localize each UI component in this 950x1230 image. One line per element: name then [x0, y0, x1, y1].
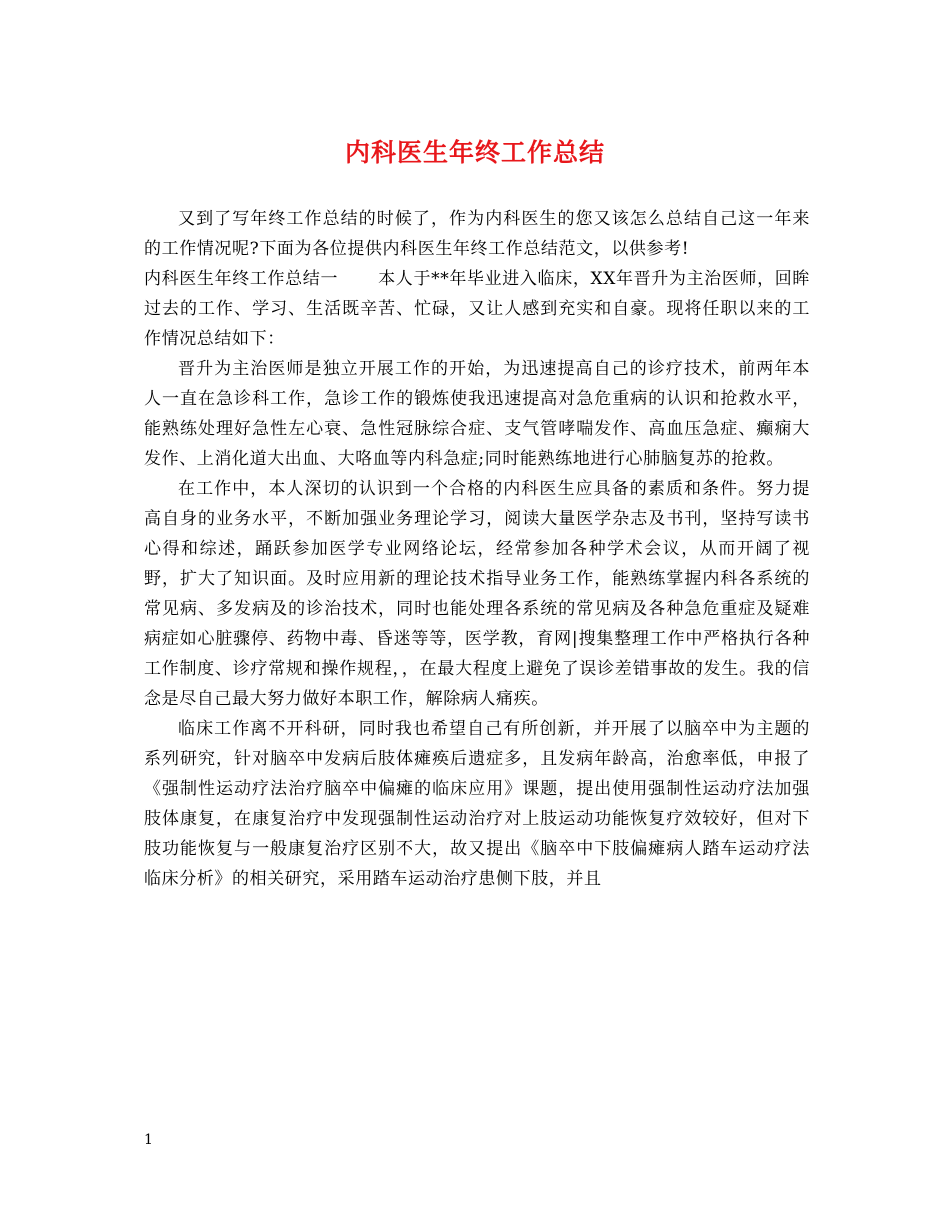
section-intro: 本人于**年毕业进入临床，XX年晋升为主治医师，回眸过去的工作、学习、生活既辛苦、忙碌，又让人感到充实和自豪。现将任职以来的工作情况总结如下： [144, 269, 810, 349]
page-number: 1 [144, 1132, 153, 1148]
body-paragraph-3: 临床工作离不开科研，同时我也希望自己有所创新，并开展了以脑卒中为主题的系列研究，针对脑卒中发病后肢体瘫痪后遗症多，且发病年龄高，治愈率低，申报了《强制性运动疗法治疗脑卒中偏瘫的临床应用》课题，提出使用强制性运动疗法加强肢体康复，在康复治疗中发现强制性运动治疗对上肢运动功能恢复疗效较好，但对下肢功能恢复与一般康复治疗区别不大，故又提出《脑卒中下肢偏瘫病人踏车运动疗法临床分析》的相关研究，采用踏车运动治疗患侧下肢，并且 [144, 719, 810, 889]
section-paragraph [144, 264, 810, 354]
body-paragraph-1: 晋升为主治医师是独立开展工作的开始，为迅速提高自己的诊疗技术，前两年本人一直在急诊科工作，急诊工作的锻炼使我迅速提高对急危重病的认识和抢救水平，能熟练处理好急性左心衰、急性冠脉综合症、支气管哮喘发作、高血压急症、癫痫大发作、上消化道大出血、大咯血等内科急症;同时能熟练地进行心肺脑复苏的抢救。 [144, 359, 810, 469]
body-paragraph-2: 在工作中，本人深切的认识到一个合格的内科医生应具备的素质和条件。努力提高自身的业务水平，不断加强业务理论学习，阅读大量医学杂志及书刊，坚持写读书心得和综述，踊跃参加医学专业网络论坛，经常参加各种学术会议，从而开阔了视野，扩大了知识面。及时应用新的理论技术指导业务工作，能熟练掌握内科各系统的常见病、多发病及的诊治技术，同时也能处理各系统的常见病及各种急危重症及疑难病症如心脏骤停、药物中毒、昏迷等等，医学教，育网|搜集整理工作中严格执行各种工作制度、诊疗常规和操作规程，，在最大程度上避免了误诊差错事故的发生。我的信念是尽自己最大努力做好本职工作，解除病人痛疾。 [144, 479, 810, 709]
document-title: 内科医生年终工作总结 [344, 138, 605, 167]
section-heading: 内科医生年终工作总结一 [144, 269, 339, 289]
document-body [144, 204, 810, 894]
intro-paragraph: 又到了写年终工作总结的时候了，作为内科医生的您又该怎么总结自己这一年来的工作情况呢?下面为各位提供内科医生年终工作总结范文，以供参考! [144, 209, 810, 259]
